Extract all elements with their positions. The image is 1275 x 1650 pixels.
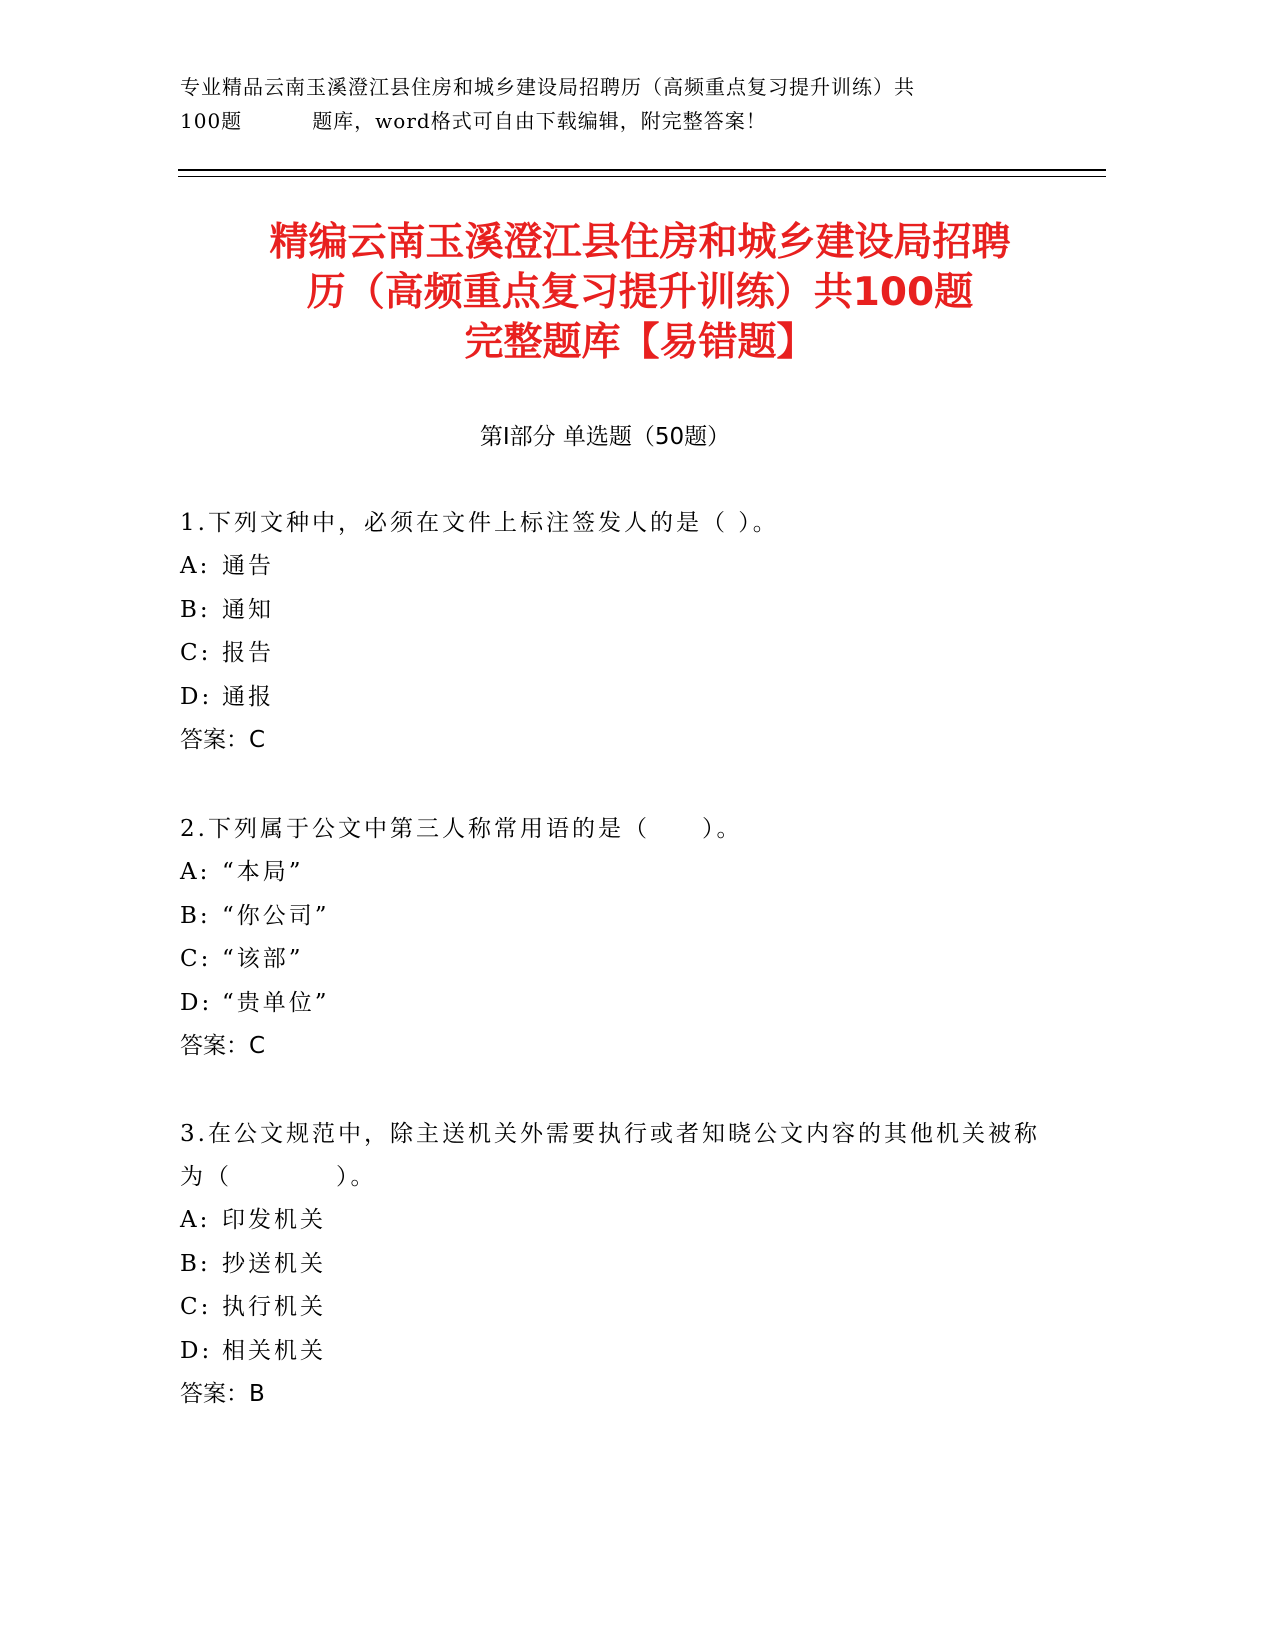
option-text: 通报 [222, 683, 274, 710]
option-b [180, 589, 1060, 633]
question-stem: 2.下列属于公文中第三人称常用语的是（ ）。 [180, 816, 743, 842]
question-stem: 1.下列文种中，必须在文件上标注签发人的是（ ）。 [180, 510, 779, 536]
option-label: D: [180, 683, 213, 710]
option-label: B: [180, 902, 211, 929]
document-title-line3: 完整题库【易错题】 [464, 320, 816, 365]
option-label: B: [180, 1250, 211, 1277]
option-b [180, 895, 1060, 939]
document-title [140, 218, 1140, 368]
header-note-count: 100题 [180, 109, 243, 133]
option-text: 相关机关 [222, 1337, 326, 1364]
header-note [180, 70, 1060, 138]
answer: 答案：C [180, 727, 266, 753]
option-text: 印发机关 [222, 1207, 326, 1233]
section-title: 第Ⅰ部分 单选题（50题） [479, 424, 731, 450]
header-note-tail: 题库，word格式可自由下载编辑，附完整答案！ [312, 109, 767, 133]
question-2 [180, 808, 1060, 1069]
option-label: C: [180, 640, 212, 666]
answer: 答案：B [180, 1381, 265, 1407]
option-label: D: [180, 989, 213, 1016]
option-label: C: [180, 1294, 212, 1320]
header-rule-thin [178, 176, 1106, 177]
option-label: D: [180, 1337, 213, 1364]
option-text: 通告 [222, 553, 274, 579]
option-label: B: [180, 596, 211, 623]
option-c [180, 938, 1060, 982]
header-rule-thick [178, 169, 1106, 171]
option-d [180, 1330, 1060, 1374]
option-a [180, 545, 1060, 589]
option-text: 通知 [222, 596, 274, 623]
header-note-line2 [180, 104, 1060, 138]
option-c [180, 1286, 1060, 1330]
question-stem: 3.在公文规范中，除主送机关外需要执行或者知晓公文内容的其他机关被称为（ ）。 [180, 1121, 1040, 1190]
option-text: “该部” [222, 946, 304, 972]
option-text: “贵单位” [222, 989, 330, 1016]
question-1 [180, 502, 1060, 763]
option-text: 抄送机关 [222, 1250, 326, 1277]
option-label: C: [180, 946, 212, 972]
option-label: A: [180, 859, 211, 885]
option-text: 报告 [222, 640, 274, 666]
option-text: 执行机关 [222, 1294, 326, 1320]
option-d [180, 982, 1060, 1026]
option-text: “你公司” [222, 902, 330, 929]
answer: 答案：C [180, 1033, 266, 1059]
option-label: A: [180, 553, 211, 579]
document-title-line2: 历（高频重点复习提升训练）共100题 [306, 270, 974, 315]
option-d [180, 676, 1060, 720]
option-b [180, 1243, 1060, 1287]
document-title-line1: 精编云南玉溪澄江县住房和城乡建设局招聘 [269, 220, 1011, 265]
option-label: A: [180, 1207, 211, 1233]
question-3 [180, 1113, 1060, 1417]
option-a [180, 851, 1060, 895]
option-c [180, 632, 1060, 676]
option-text: “本局” [222, 859, 304, 885]
header-note-line1: 专业精品云南玉溪澄江县住房和城乡建设局招聘历（高频重点复习提升训练）共 [180, 75, 915, 99]
option-a [180, 1199, 1060, 1243]
